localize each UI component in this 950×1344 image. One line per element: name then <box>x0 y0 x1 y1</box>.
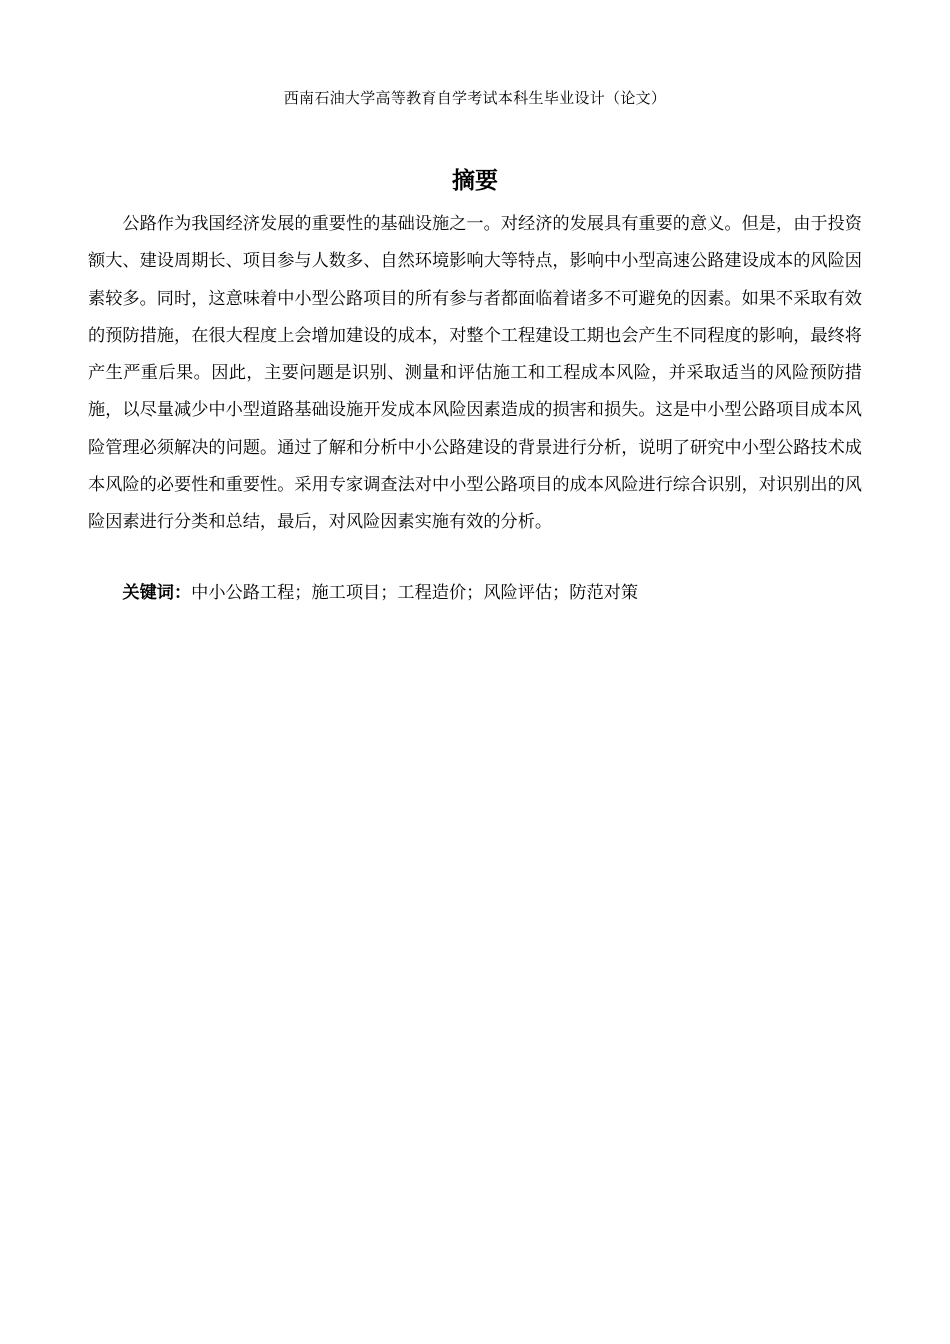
keywords-value: 中小公路工程；施工项目；工程造价；风险评估；防范对策 <box>191 583 639 603</box>
keywords-label: 关键词： <box>122 583 192 603</box>
running-header: 西南石油大学高等教育自学考试本科生毕业设计（论文） <box>283 89 667 107</box>
keywords-line <box>88 578 862 608</box>
abstract-title: 摘要 <box>452 168 498 194</box>
abstract-body: 公路作为我国经济发展的重要性的基础设施之一。对经济的发展具有重要的意义。但是，由于投资额大、建设周期长、项目参与人数多、自然环境影响大等特点，影响中小型高速公路建设成本的风险因素较多。同时，这意味着中小型公路项目的所有参与者都面临着诸多不可避免的因素。如果不采取有效的预防措施，在很大程度上会增加建设的成本，对整个工程建设工期也会产生不同程度的影响，最终将产生严重后果。因此，主要问题是识别、测量和评估施工和工程成本风险，并采取适当的风险预防措施，以尽量减少中小型道路基础设施开发成本风险因素造成的损害和损失。这是中小型公路项目成本风险管理必须解决的问题。通过了解和分析中小公路建设的背景进行分析，说明了研究中小型公路技术成本风险的必要性和重要性。采用专家调查法对中小型公路项目的成本风险进行综合识别，对识别出的风险因素进行分类和总结，最后，对风险因素实施有效的分析。 <box>88 214 862 533</box>
